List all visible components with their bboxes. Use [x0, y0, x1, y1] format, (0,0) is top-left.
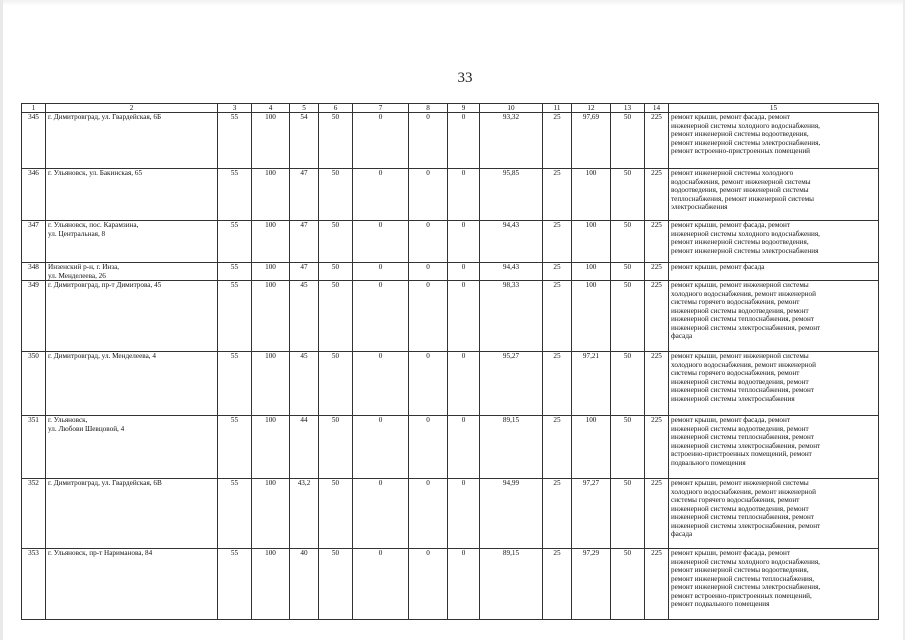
repair-work-line: системы горячего водоснабжения, ремонт — [671, 496, 800, 505]
value-cell-col-3: 55 — [218, 263, 252, 281]
value-cell-col-13: 50 — [611, 113, 645, 169]
repair-work-line: системы горячего водоснабжения, ремонт — [671, 298, 800, 307]
scan-edge-top — [0, 0, 905, 6]
value-cell-col-13: 50 — [611, 281, 645, 352]
page-number: 33 — [457, 70, 473, 86]
table-row — [22, 169, 879, 221]
value-cell-col-8: 0 — [409, 479, 448, 549]
value-cell-col-13: 50 — [611, 263, 645, 281]
value-cell-col-14: 225 — [645, 281, 669, 352]
repair-work-line: инженерной системы электроснабжения, ремонт — [671, 441, 821, 450]
row-number-cell: 348 — [22, 263, 46, 281]
repair-work-line: инженерной системы теплоснабжения, ремонт — [671, 433, 815, 442]
row-number-cell: 347 — [22, 221, 46, 263]
value-cell-col-5: 40 — [290, 549, 319, 620]
repair-work-line: инженерной системы теплоснабжения, ремонт — [671, 386, 815, 395]
value-cell-col-12: 97,69 — [572, 113, 611, 169]
repair-work-line: ремонт крыши, ремонт инженерной системы — [671, 479, 809, 488]
value-cell-col-7: 0 — [353, 479, 409, 549]
value-cell-col-3: 55 — [218, 221, 252, 263]
value-cell-col-4: 100 — [252, 416, 290, 479]
value-cell-col-8: 0 — [409, 221, 448, 263]
table-row — [22, 263, 879, 281]
value-cell-col-7: 0 — [353, 263, 409, 281]
value-cell-col-11: 25 — [543, 416, 572, 479]
address-cell — [46, 221, 218, 263]
value-cell-col-13: 50 — [611, 549, 645, 620]
repair-work-line: ремонт инженерной системы теплоснабжения, — [671, 574, 815, 583]
repair-work-line: ремонт встроенно-пристроенных помещений — [671, 147, 811, 156]
value-cell-col-14: 225 — [645, 169, 669, 221]
address-line: г. Димитровград, ул. Менделеева, 4 — [48, 352, 156, 361]
value-cell-col-14: 225 — [645, 549, 669, 620]
table-row — [22, 352, 879, 416]
repair-works-cell — [669, 549, 879, 620]
value-cell-col-11: 25 — [543, 479, 572, 549]
repair-work-line: инженерной системы холодного водоснабжения, — [671, 121, 820, 130]
repair-work-line: инженерной системы водоотведения, ремонт — [671, 424, 809, 433]
column-header-2: 2 — [46, 104, 218, 113]
value-cell-col-13: 50 — [611, 352, 645, 416]
value-cell-col-12: 100 — [572, 169, 611, 221]
value-cell-col-8: 0 — [409, 281, 448, 352]
repair-works-cell — [669, 479, 879, 549]
repair-works-cell — [669, 416, 879, 479]
table-row — [22, 113, 879, 169]
value-cell-col-5: 54 — [290, 113, 319, 169]
scan-edge-left — [0, 0, 3, 640]
value-cell-col-13: 50 — [611, 479, 645, 549]
repair-work-line: ремонт встроенно-пристроенных помещений, — [671, 591, 812, 600]
column-header-9: 9 — [448, 104, 480, 113]
address-cell — [46, 352, 218, 416]
repair-work-line: системы горячего водоснабжения, ремонт — [671, 369, 800, 378]
value-cell-col-5: 45 — [290, 352, 319, 416]
repair-work-line: инженерной системы холодного водоснабжения, — [671, 229, 820, 238]
value-cell-col-3: 55 — [218, 113, 252, 169]
repair-work-line: ремонт крыши, ремонт фасада, ремонт — [671, 113, 790, 122]
value-cell-col-3: 55 — [218, 352, 252, 416]
table-row — [22, 479, 879, 549]
value-cell-col-5: 43,2 — [290, 479, 319, 549]
value-cell-col-9: 0 — [448, 479, 480, 549]
column-header-12: 12 — [572, 104, 611, 113]
value-cell-col-7: 0 — [353, 281, 409, 352]
value-cell-col-11: 25 — [543, 549, 572, 620]
value-cell-col-9: 0 — [448, 549, 480, 620]
repair-works-cell — [669, 113, 879, 169]
value-cell-col-6: 50 — [319, 281, 353, 352]
value-cell-col-14: 225 — [645, 113, 669, 169]
value-cell-col-8: 0 — [409, 416, 448, 479]
repair-work-line: фасада — [671, 530, 693, 539]
address-line: г. Ульяновск, ул. Бакинская, 65 — [48, 169, 143, 178]
value-cell-col-10: 89,15 — [480, 549, 543, 620]
repair-works-cell — [669, 281, 879, 352]
repair-work-line: ремонт крыши, ремонт фасада, ремонт — [671, 416, 790, 425]
address-line: Инзенский р-н, г. Инза, — [48, 263, 120, 272]
value-cell-col-6: 50 — [319, 479, 353, 549]
address-cell — [46, 263, 218, 281]
value-cell-col-5: 44 — [290, 416, 319, 479]
value-cell-col-7: 0 — [353, 416, 409, 479]
value-cell-col-4: 100 — [252, 479, 290, 549]
repair-work-line: ремонт крыши, ремонт фасада, ремонт — [671, 221, 790, 230]
address-cell — [46, 416, 218, 479]
address-cell — [46, 169, 218, 221]
repair-work-line: подвального помещения — [671, 458, 746, 467]
value-cell-col-6: 50 — [319, 352, 353, 416]
address-line: г. Димитровград, ул. Гвардейская, 6В — [48, 479, 162, 488]
repair-works-cell — [669, 263, 879, 281]
value-cell-col-7: 0 — [353, 221, 409, 263]
address-cell — [46, 479, 218, 549]
value-cell-col-12: 100 — [572, 221, 611, 263]
value-cell-col-3: 55 — [218, 479, 252, 549]
value-cell-col-10: 98,33 — [480, 281, 543, 352]
value-cell-col-8: 0 — [409, 263, 448, 281]
repair-work-line: ремонт крыши, ремонт фасада, ремонт — [671, 549, 790, 558]
column-header-10: 10 — [480, 104, 543, 113]
value-cell-col-9: 0 — [448, 113, 480, 169]
value-cell-col-6: 50 — [319, 416, 353, 479]
value-cell-col-8: 0 — [409, 352, 448, 416]
value-cell-col-9: 0 — [448, 263, 480, 281]
repair-work-line: холодного водоснабжения, ремонт инженерной — [671, 487, 816, 496]
column-header-15: 15 — [669, 104, 879, 113]
column-header-3: 3 — [218, 104, 252, 113]
repair-work-line: ремонт инженерной системы электроснабжения — [671, 246, 819, 255]
value-cell-col-10: 94,43 — [480, 263, 543, 281]
repair-work-line: инженерной системы электроснабжения — [671, 394, 795, 403]
row-number-cell: 353 — [22, 549, 46, 620]
repair-work-line: ремонт инженерной системы электроснабжения, — [671, 583, 821, 592]
table-row — [22, 416, 879, 479]
address-line: ул. Любови Шевцовой, 4 — [48, 424, 125, 433]
value-cell-col-4: 100 — [252, 352, 290, 416]
value-cell-col-6: 50 — [319, 263, 353, 281]
value-cell-col-10: 95,27 — [480, 352, 543, 416]
column-header-14: 14 — [645, 104, 669, 113]
address-cell — [46, 113, 218, 169]
value-cell-col-11: 25 — [543, 281, 572, 352]
value-cell-col-4: 100 — [252, 263, 290, 281]
repair-work-line: ремонт инженерной системы водоотведения, — [671, 238, 809, 247]
row-number-cell: 351 — [22, 416, 46, 479]
row-number-cell: 345 — [22, 113, 46, 169]
value-cell-col-4: 100 — [252, 221, 290, 263]
value-cell-col-14: 225 — [645, 263, 669, 281]
address-line: г. Ульяновск, — [48, 416, 88, 425]
repair-work-line: водоотведения, ремонт инженерной системы — [671, 186, 809, 195]
row-number-cell: 346 — [22, 169, 46, 221]
repair-work-line: ремонт подвального помещения — [671, 600, 770, 609]
repair-work-line: водоснабжения, ремонт инженерной системы — [671, 177, 811, 186]
value-cell-col-10: 89,15 — [480, 416, 543, 479]
address-line: г. Ульяновск, пр-т Нариманова, 84 — [48, 549, 153, 558]
address-line: ул. Менделеева, 26 — [48, 271, 106, 280]
value-cell-col-12: 100 — [572, 263, 611, 281]
column-header-13: 13 — [611, 104, 645, 113]
table-body — [22, 113, 879, 620]
repair-work-line: инженерной системы теплоснабжения, ремонт — [671, 315, 815, 324]
value-cell-col-8: 0 — [409, 169, 448, 221]
address-line: г. Ульяновск, пос. Карамзина, — [48, 221, 139, 230]
value-cell-col-5: 45 — [290, 281, 319, 352]
value-cell-col-8: 0 — [409, 113, 448, 169]
table-row — [22, 281, 879, 352]
repair-work-line: встроенно-пристроенных помещений, ремонт — [671, 450, 812, 459]
value-cell-col-3: 55 — [218, 169, 252, 221]
register-table — [21, 103, 879, 620]
address-line: ул. Центральная, 8 — [48, 229, 106, 238]
value-cell-col-14: 225 — [645, 479, 669, 549]
value-cell-col-7: 0 — [353, 549, 409, 620]
value-cell-col-9: 0 — [448, 352, 480, 416]
repair-work-line: электроснабжения — [671, 203, 728, 212]
table-row — [22, 549, 879, 620]
repair-work-line: инженерной системы теплоснабжения, ремонт — [671, 513, 815, 522]
row-number-cell: 350 — [22, 352, 46, 416]
repair-works-cell — [669, 221, 879, 263]
column-header-4: 4 — [252, 104, 290, 113]
repair-work-line: ремонт инженерной системы электроснабжения, — [671, 138, 821, 147]
value-cell-col-3: 55 — [218, 281, 252, 352]
row-number-cell: 349 — [22, 281, 46, 352]
repair-work-line: ремонт крыши, ремонт инженерной системы — [671, 281, 809, 290]
value-cell-col-4: 100 — [252, 113, 290, 169]
repair-work-line: инженерной системы холодного водоснабжения, — [671, 557, 820, 566]
value-cell-col-11: 25 — [543, 169, 572, 221]
value-cell-col-8: 0 — [409, 549, 448, 620]
value-cell-col-7: 0 — [353, 113, 409, 169]
repair-work-line: ремонт инженерной системы холодного — [671, 169, 794, 178]
column-header-5: 5 — [290, 104, 319, 113]
value-cell-col-14: 225 — [645, 416, 669, 479]
repair-work-line: инженерной системы электроснабжения, ремонт — [671, 521, 821, 530]
repair-works-cell — [669, 169, 879, 221]
value-cell-col-5: 47 — [290, 169, 319, 221]
repair-work-line: ремонт крыши, ремонт инженерной системы — [671, 352, 809, 361]
row-number-cell: 352 — [22, 479, 46, 549]
repair-work-line: инженерной системы водоотведения, ремонт — [671, 504, 809, 513]
value-cell-col-9: 0 — [448, 221, 480, 263]
value-cell-col-13: 50 — [611, 221, 645, 263]
value-cell-col-14: 225 — [645, 352, 669, 416]
column-header-7: 7 — [353, 104, 409, 113]
value-cell-col-7: 0 — [353, 169, 409, 221]
value-cell-col-13: 50 — [611, 416, 645, 479]
repair-work-line: теплоснабжения, ремонт инженерной системы — [671, 194, 815, 203]
repair-work-line: холодного водоснабжения, ремонт инженерной — [671, 289, 816, 298]
value-cell-col-12: 100 — [572, 281, 611, 352]
value-cell-col-7: 0 — [353, 352, 409, 416]
value-cell-col-9: 0 — [448, 281, 480, 352]
repair-work-line: инженерной системы электроснабжения, ремонт — [671, 323, 821, 332]
value-cell-col-5: 47 — [290, 221, 319, 263]
repair-work-line: ремонт инженерной системы водоотведения, — [671, 566, 809, 575]
value-cell-col-14: 225 — [645, 221, 669, 263]
header-row — [22, 104, 879, 113]
repair-work-line: холодного водоснабжения, ремонт инженерной — [671, 360, 816, 369]
value-cell-col-4: 100 — [252, 169, 290, 221]
value-cell-col-6: 50 — [319, 113, 353, 169]
value-cell-col-4: 100 — [252, 281, 290, 352]
value-cell-col-10: 94,99 — [480, 479, 543, 549]
repair-work-line: инженерной системы водоотведения, ремонт — [671, 377, 809, 386]
value-cell-col-11: 25 — [543, 113, 572, 169]
repair-work-line: фасада — [671, 332, 693, 341]
value-cell-col-11: 25 — [543, 263, 572, 281]
value-cell-col-9: 0 — [448, 416, 480, 479]
value-cell-col-12: 97,29 — [572, 549, 611, 620]
value-cell-col-3: 55 — [218, 416, 252, 479]
value-cell-col-10: 94,43 — [480, 221, 543, 263]
value-cell-col-6: 50 — [319, 221, 353, 263]
value-cell-col-6: 50 — [319, 169, 353, 221]
value-cell-col-6: 50 — [319, 549, 353, 620]
value-cell-col-11: 25 — [543, 221, 572, 263]
value-cell-col-13: 50 — [611, 169, 645, 221]
address-line: г. Димитровград, ул. Гвардейская, 6Б — [48, 113, 162, 122]
repair-works-cell — [669, 352, 879, 416]
address-cell — [46, 549, 218, 620]
value-cell-col-3: 55 — [218, 549, 252, 620]
repair-work-line: инженерной системы водоотведения, ремонт — [671, 306, 809, 315]
value-cell-col-9: 0 — [448, 169, 480, 221]
address-line: г. Димитровград, пр-т Димитрова, 45 — [48, 281, 162, 290]
repair-work-line: ремонт крыши, ремонт фасада — [671, 263, 765, 272]
value-cell-col-12: 97,27 — [572, 479, 611, 549]
value-cell-col-11: 25 — [543, 352, 572, 416]
value-cell-col-12: 100 — [572, 416, 611, 479]
column-header-8: 8 — [409, 104, 448, 113]
value-cell-col-4: 100 — [252, 549, 290, 620]
table-row — [22, 221, 879, 263]
repair-work-line: ремонт инженерной системы водоотведения, — [671, 130, 809, 139]
value-cell-col-12: 97,21 — [572, 352, 611, 416]
column-header-1: 1 — [22, 104, 46, 113]
value-cell-col-10: 93,32 — [480, 113, 543, 169]
value-cell-col-10: 95,85 — [480, 169, 543, 221]
column-header-11: 11 — [543, 104, 572, 113]
column-header-6: 6 — [319, 104, 353, 113]
value-cell-col-5: 47 — [290, 263, 319, 281]
address-cell — [46, 281, 218, 352]
